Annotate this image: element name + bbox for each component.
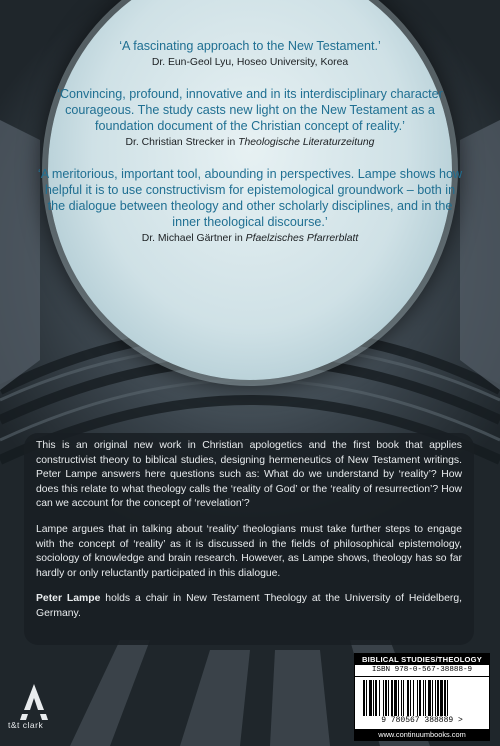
publisher-name: t&t clark bbox=[8, 720, 44, 730]
quote-affiliation: in bbox=[224, 137, 239, 148]
quote-3 bbox=[36, 166, 464, 246]
quote-publication: Theologische Literaturzeitung bbox=[238, 137, 375, 148]
quote-source bbox=[36, 136, 464, 150]
barcode bbox=[359, 678, 485, 718]
quote-author: Dr. Christian Strecker bbox=[125, 137, 225, 148]
quote-author: Dr. Eun-Geol Lyu, bbox=[151, 57, 235, 68]
quote-publication: Pfaelzisches Pfarrerblatt bbox=[245, 233, 359, 244]
description-paragraph-1: This is an original new work in Christian apologetics and the first book that applies constructivist theory to biblical studies, designing hermeneutics of New Testament writings. Peter Lampe answers here questions such as: What do we understand by ‘reality’? How does this relate to what theology calls the ‘reality of God’ or the ‘reality of resurrection’? How can we account for the concept of ‘revelation’? bbox=[36, 440, 462, 510]
author-bio bbox=[36, 592, 462, 621]
publisher-website: www.continuumbooks.com bbox=[355, 729, 489, 740]
category-label: BIBLICAL STUDIES/THEOLOGY bbox=[355, 654, 489, 665]
quote-text: ‘A fascinating approach to the New Testament.’ bbox=[119, 39, 381, 53]
description-paragraph-2: Lampe argues that in talking about ‘reality’ theologians must take further steps to engage with the concept of ‘reality’ as it is discussed in the fields of philosophical epistemology, sociology of knowledge and brain research. However, as Lampe shows, theology has so far hardly or only reluctantly participated in this dialogue. bbox=[36, 523, 462, 579]
quote-affiliation: in bbox=[231, 233, 246, 244]
quote-source bbox=[36, 232, 464, 246]
quote-1 bbox=[36, 38, 464, 70]
isbn-number: ISBN 978-0-567-38888-9 bbox=[355, 665, 489, 677]
review-quotes bbox=[36, 38, 464, 262]
quote-2 bbox=[36, 86, 464, 150]
quote-affiliation: Hoseo University, Korea bbox=[234, 57, 349, 68]
isbn-block bbox=[354, 653, 490, 741]
author-name: Peter Lampe bbox=[36, 593, 101, 605]
quote-text: ‘A meritorious, important tool, abounding in perspectives. Lampe shows how helpful it is to use constructivism for epistemological groundwork – both in the dialogue between theology and other scholarly disciplines, and in the inner theological discourse.’ bbox=[37, 167, 463, 229]
author-bio-text: holds a chair in New Testament Theology at the University of Heidelberg, Germany. bbox=[36, 593, 462, 619]
quote-source bbox=[36, 56, 464, 70]
quote-author: Dr. Michael Gärtner bbox=[141, 233, 232, 244]
barcode-digits: 9 780567 388889 > bbox=[381, 716, 463, 725]
quote-text: ‘Convincing, profound, innovative and in its interdisciplinary character courageous. The study casts new light on the New Testament as a foundation document of the Christian concept of reality.’ bbox=[57, 87, 443, 133]
description-panel bbox=[24, 433, 474, 645]
